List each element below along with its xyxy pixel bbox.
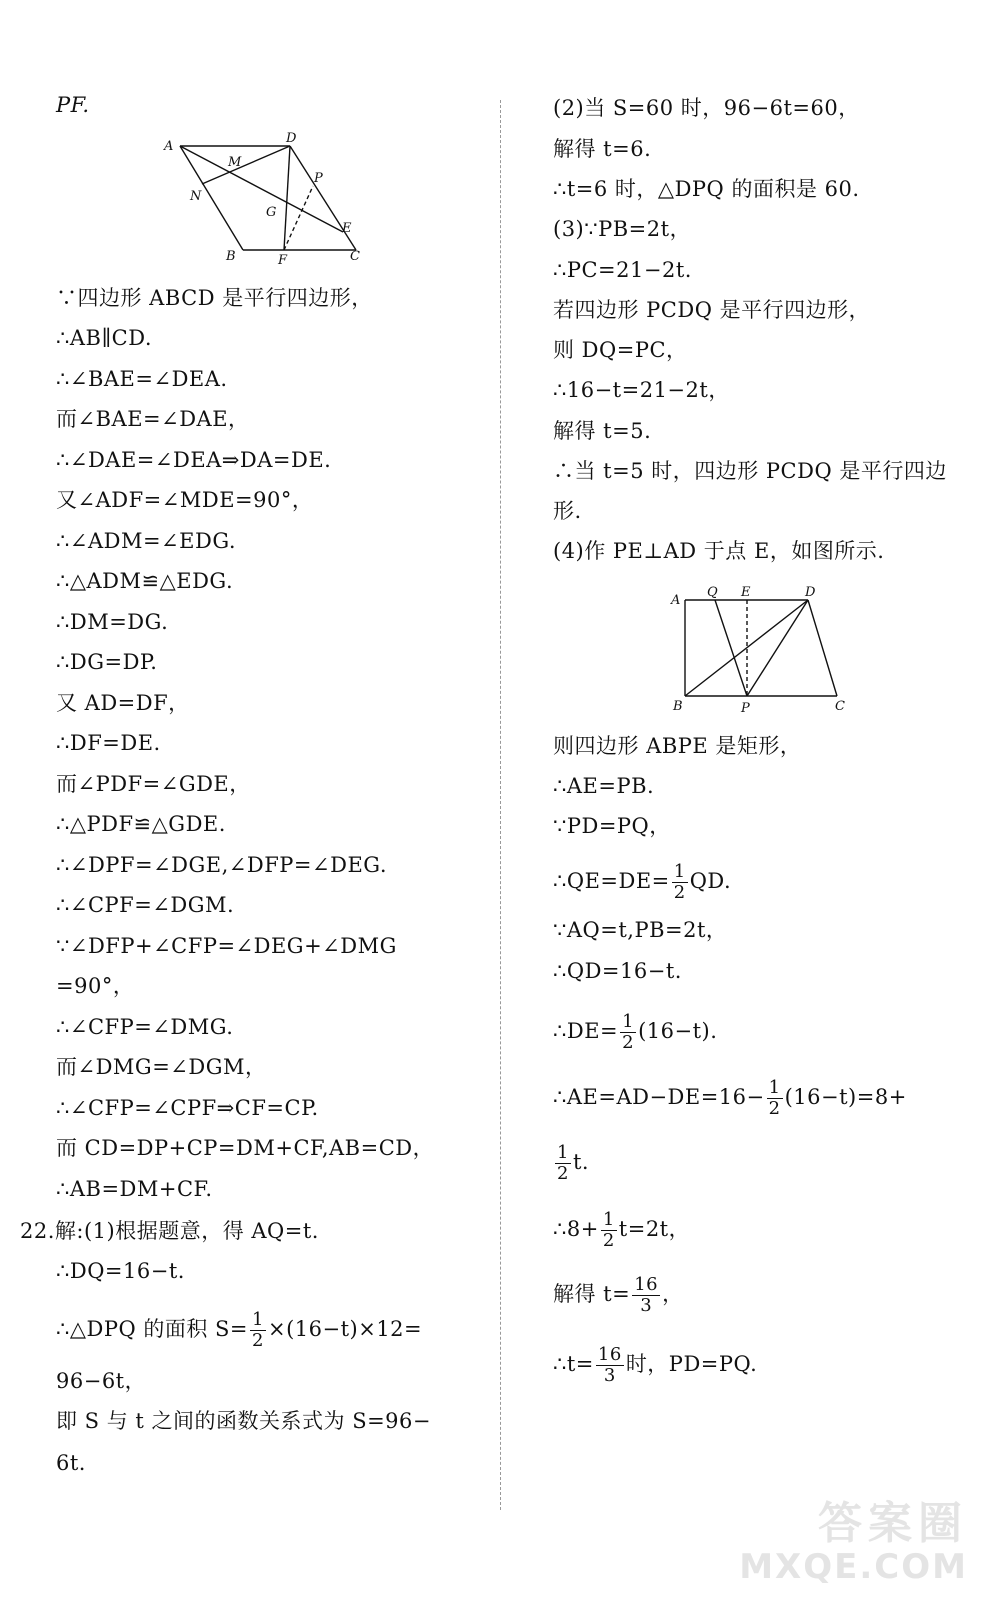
fraction-half: $\frac{1}{2}$ [557, 1142, 569, 1184]
label-a: A [164, 139, 174, 154]
proof-line: ∴∠DPF=∠DGE,∠DFP=∠DEG. [56, 853, 387, 877]
solution-line: (4)作 PE⊥AD 于点 E，如图所示. [553, 539, 885, 563]
figure-trapezoid [665, 582, 865, 717]
relation-line1: 即 S 与 t 之间的函数关系式为 S=96− [56, 1409, 431, 1433]
label-c: C [350, 249, 360, 264]
proof-line: 又∠ADF=∠MDE=90°， [56, 488, 314, 512]
proof-line: 而∠BAE=∠DAE， [56, 407, 250, 431]
proof-line: ∴AB∥CD. [56, 326, 152, 350]
solution-line: ∴PC=21−2t. [553, 258, 692, 282]
fraction-half: $\frac{1}{2}$ [252, 1309, 264, 1351]
q22-line2: ∴DQ=16−t. [56, 1259, 185, 1283]
seg-qp [715, 600, 747, 696]
fraction-16-3: $\frac{16}{3}$ [597, 1344, 622, 1386]
proof-line: ∴△PDF≌△GDE. [56, 812, 226, 836]
qe-formula: ∴QE=DE= $\frac{1}{2}$ QD. [553, 861, 732, 903]
q22-line1: 22.解:(1)根据题意，得 AQ=t. [20, 1219, 319, 1243]
figure-parallelogram [150, 128, 380, 268]
watermark [739, 1500, 968, 1586]
ae-formula: ∴AE=AD−DE=16− $\frac{1}{2}$ (16−t)=8+ [553, 1077, 907, 1119]
label-d: D [286, 131, 297, 146]
solution-line: (2)当 S=60 时，96−6t=60， [553, 96, 860, 120]
proof-line: ∴DF=DE. [56, 731, 161, 755]
seg-dc [808, 600, 837, 696]
label-b: B [673, 699, 683, 714]
seg-pd [747, 600, 808, 696]
de-formula: ∴DE= $\frac{1}{2}$ (16−t). [553, 1011, 718, 1053]
label-a: A [671, 593, 681, 608]
solution-line: ∵PD=PQ， [553, 814, 671, 838]
solution-line: ∴t=6 时，△DPQ 的面积是 60. [553, 177, 860, 201]
proof-line: 而∠DMG=∠DGM， [56, 1055, 267, 1079]
solution-line: ∴当 t=5 时，四边形 PCDQ 是平行四边 [553, 459, 947, 483]
final-answer: ∴t= $\frac{16}{3}$ 时，PD=PQ. [553, 1344, 758, 1386]
solution-line: 则 DQ=PC， [553, 338, 688, 362]
seg-df [284, 146, 290, 250]
proof-line: 而 CD=DP+CP=DM+CF,AB=CD， [56, 1136, 435, 1160]
solution-line: ∴AE=PB. [553, 774, 655, 798]
proof-line: ∴∠CPF=∠DGM. [56, 893, 235, 917]
label-e: E [342, 221, 352, 236]
fraction-16-3: $\frac{16}{3}$ [634, 1274, 659, 1316]
proof-line: ∴∠DAE=∠DEA⇒DA=DE. [56, 448, 332, 472]
proof-line: ∵∠DFP+∠CFP=∠DEG+∠DMG [56, 934, 397, 958]
proof-line: ∵四边形 ABCD 是平行四边形， [56, 286, 373, 310]
proof-line: 又 AD=DF， [56, 691, 190, 715]
seg-fp [284, 186, 313, 250]
solution-line: ∴16−t=21−2t， [553, 378, 730, 402]
label-q: Q [707, 585, 718, 600]
area-formula: ∴△DPQ 的面积 S= $\frac{1}{2}$ ×(16−t)×12= [56, 1309, 423, 1351]
solve-t: 解得 t= $\frac{16}{3}$ ， [553, 1274, 684, 1316]
solution-line: 若四边形 PCDQ 是平行四边形， [553, 298, 871, 322]
proof-line: ∴∠CFP=∠CPF⇒CF=CP. [56, 1096, 319, 1120]
label-g: G [266, 205, 277, 220]
solution-line: 解得 t=5. [553, 419, 652, 443]
proof-line: ∴∠ADM=∠EDG. [56, 529, 237, 553]
label-n: N [190, 189, 202, 204]
proof-line: ∴∠BAE=∠DEA. [56, 367, 228, 391]
area-line2: 96−6t， [56, 1369, 147, 1393]
solution-line: (3)∵PB=2t， [553, 217, 692, 241]
label-m: M [228, 155, 242, 170]
top-text: PF. [56, 93, 90, 117]
label-e: E [741, 585, 751, 600]
proof-line: 而∠PDF=∠GDE， [56, 772, 251, 796]
relation-line2: 6t. [56, 1451, 86, 1475]
solution-line: 则四边形 ABPE 是矩形， [553, 734, 802, 758]
solution-line: ∴QD=16−t. [553, 959, 682, 983]
fraction-half: $\frac{1}{2}$ [768, 1077, 781, 1119]
label-p: P [741, 701, 750, 716]
proof-line: ∴△ADM≌△EDG. [56, 569, 234, 593]
label-p: P [314, 171, 323, 186]
solution-line: 解得 t=6. [553, 137, 652, 161]
proof-line: ∴∠CFP=∠DMG. [56, 1015, 234, 1039]
fraction-half: $\frac{1}{2}$ [602, 1209, 615, 1251]
proof-line: ∴DG=DP. [56, 650, 158, 674]
proof-line: =90°， [56, 974, 135, 998]
fraction-half: $\frac{1}{2}$ [622, 1011, 635, 1053]
solution-line: 形. [553, 499, 582, 523]
column-divider [500, 100, 501, 1510]
watermark-line1: 答案圈 [818, 1498, 968, 1549]
label-f: F [278, 253, 288, 268]
ae-formula-cont: $\frac{1}{2}$ t. [557, 1142, 590, 1184]
solution-line: ∵AQ=t,PB=2t， [553, 918, 728, 942]
proof-line: ∴AB=DM+CF. [56, 1177, 213, 1201]
fraction-half: $\frac{1}{2}$ [673, 861, 686, 903]
equation: ∴8+ $\frac{1}{2}$ t=2t， [553, 1209, 691, 1251]
label-d: D [805, 585, 816, 600]
watermark-line2: MXQE.COM [739, 1547, 968, 1587]
proof-line: ∴DM=DG. [56, 610, 169, 634]
label-b: B [226, 249, 236, 264]
label-c: C [835, 699, 845, 714]
